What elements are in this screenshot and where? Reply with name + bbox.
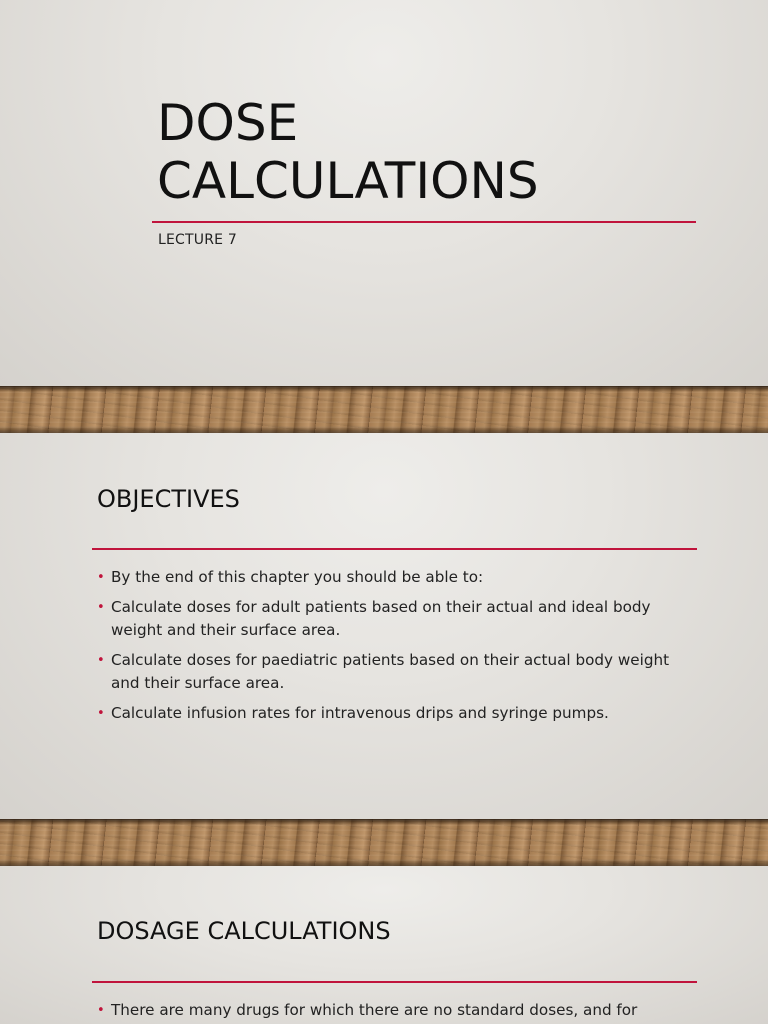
heading-divider — [92, 981, 697, 983]
list-item: • Calculate doses for adult patients based on their actual and ideal body weight and their surface area. — [97, 598, 651, 639]
wood-floor-divider — [0, 386, 768, 433]
slide-subtitle: LECTURE 7 — [158, 232, 237, 248]
slide-heading: OBJECTIVES — [97, 485, 240, 513]
heading-divider — [92, 548, 697, 550]
bullet-icon: • — [97, 600, 105, 615]
bullet-icon: • — [97, 1003, 105, 1018]
list-item: • Calculate doses for paediatric patients based on their actual body weight and their surface area. — [97, 651, 670, 692]
objectives-list — [97, 566, 697, 732]
objectives-slide — [0, 433, 768, 819]
title-slide — [0, 0, 768, 386]
list-item: • There are many drugs for which there are no standard doses, and for — [97, 999, 697, 1022]
list-item: • Calculate infusion rates for intravenous drips and syringe pumps. — [97, 702, 697, 725]
dosage-calculations-slide — [0, 866, 768, 1024]
slide-title: DOSE CALCULATIONS — [157, 94, 539, 210]
slide-heading: DOSAGE CALCULATIONS — [97, 917, 391, 945]
bullet-icon: • — [97, 570, 105, 585]
bullet-icon: • — [97, 653, 105, 668]
bullet-icon: • — [97, 706, 105, 721]
dosage-list — [97, 999, 697, 1024]
wood-floor-divider — [0, 819, 768, 866]
title-divider — [152, 221, 696, 223]
list-item: • By the end of this chapter you should be able to: — [97, 566, 697, 589]
